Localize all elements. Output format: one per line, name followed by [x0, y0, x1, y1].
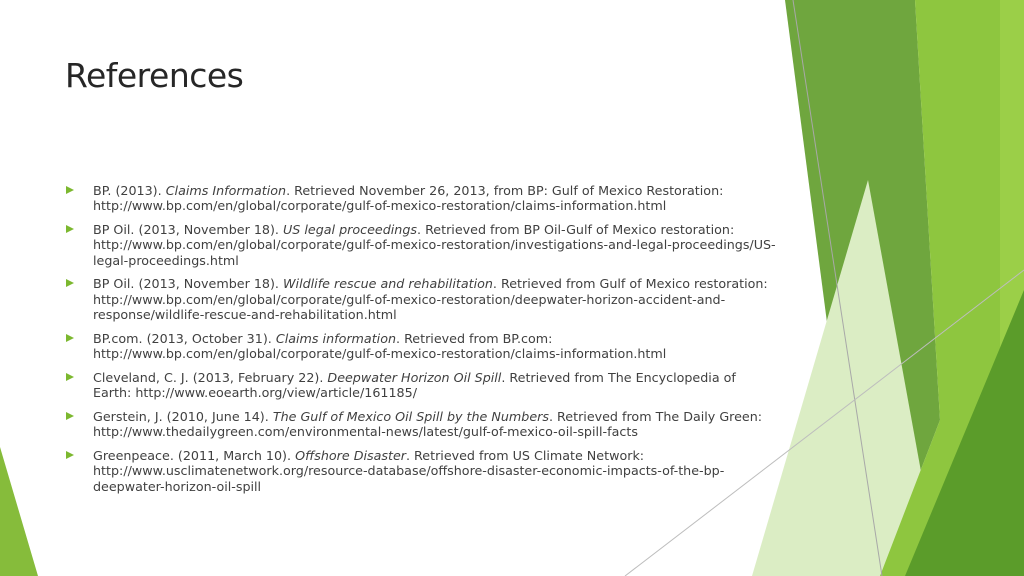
slide-title: References — [65, 56, 244, 95]
reference-item — [66, 222, 778, 268]
reference-suffix: . Retrieved from The Encyclopedia of Earth: http://www.eoearth.org/view/article/161185/ — [93, 369, 736, 401]
bullet-arrow-icon — [66, 451, 74, 459]
reference-suffix: . Retrieved from Gulf of Mexico restoration: http://www.bp.com/en/global/corporate/gulf-of-mexico-restoration/deepwater-horizon-accident-and-response/wildlife-rescue-and-rehabilitation.html — [93, 276, 768, 323]
reference-item — [66, 276, 778, 322]
reference-title: The Gulf of Mexico Oil Spill by the Numbers — [272, 409, 549, 425]
bullet-arrow-icon — [66, 279, 74, 287]
reference-prefix: BP Oil. (2013, November 18). — [93, 222, 283, 238]
reference-prefix: Cleveland, C. J. (2013, February 22). — [93, 369, 328, 385]
reference-prefix: Gerstein, J. (2010, June 14). — [93, 409, 273, 425]
reference-item — [66, 448, 778, 494]
bullet-arrow-icon — [66, 225, 74, 233]
reference-title: Wildlife rescue and rehabilitation — [283, 276, 493, 292]
reference-item — [66, 183, 778, 214]
reference-title: US legal proceedings — [283, 222, 417, 238]
reference-item — [66, 370, 778, 401]
reference-suffix: . Retrieved from The Daily Green: http://www.thedailygreen.com/environmental-news/latest/gulf-of-mexico-oil-spill-facts — [93, 409, 763, 440]
reference-title: Claims information — [275, 330, 396, 346]
reference-prefix: BP Oil. (2013, November 18). — [93, 276, 283, 292]
reference-title: Offshore Disaster — [295, 448, 406, 464]
bullet-arrow-icon — [66, 373, 74, 381]
reference-prefix: BP.com. (2013, October 31). — [93, 330, 276, 346]
bullet-arrow-icon — [66, 186, 74, 194]
reference-item — [66, 331, 778, 362]
reference-suffix: . Retrieved from US Climate Network: http://www.usclimatenetwork.org/resource-database/offshore-disaster-economic-impacts-of-the-bp-deepwater-horizon-oil-spill — [93, 448, 725, 494]
reference-prefix: Greenpeace. (2011, March 10). — [93, 448, 296, 464]
bullet-arrow-icon — [66, 412, 74, 420]
reference-suffix: . Retrieved from BP.com: http://www.bp.com/en/global/corporate/gulf-of-mexico-restoration/claims-information.html — [93, 330, 667, 362]
reference-item — [66, 409, 778, 440]
reference-list — [66, 183, 778, 503]
reference-suffix: . Retrieved November 26, 2013, from BP: Gulf of Mexico Restoration: http://www.bp.com/en/global/corporate/gulf-of-mexico-restoration/claims-information.html — [93, 183, 724, 214]
reference-prefix: BP. (2013). — [93, 183, 166, 198]
bullet-arrow-icon — [66, 334, 74, 342]
reference-suffix: . Retrieved from BP Oil-Gulf of Mexico restoration: http://www.bp.com/en/global/corporate/gulf-of-mexico-restoration/investigations-and-legal-proceedings/US-legal-proceedings.html — [93, 222, 776, 268]
reference-title: Deepwater Horizon Oil Spill — [327, 369, 502, 385]
reference-title: Claims Information — [165, 183, 287, 198]
left-green-facet — [0, 447, 38, 576]
